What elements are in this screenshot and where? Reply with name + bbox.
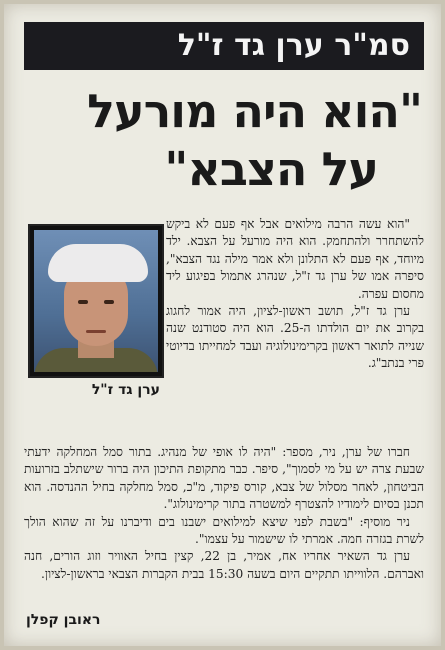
article-paragraph: ניר מוסיף: "בשבת לפני שיצא למילואים ישבנו בים ודיברנו על זה שהוא הולך לשרת בגזרה חמה. אמרתי לו שישמור על עצמו". bbox=[24, 514, 424, 547]
article-column-upper bbox=[166, 216, 424, 373]
author-byline: ראובן קפלן bbox=[26, 612, 101, 628]
article-paragraph: חברו של ערן, ניר, מספר: "היה לו אופי של מנהיג. בתור סמל המחלקה ידעתי שבעת צרה יש על מי לסמוך", סיפר. כבר מתקופת התיכון היה ברור שישתלב בזרועות הביטחון, לאחר מסלול של צבא, קורס פיקוד, מ"כ, סמל מחלקה בחיל ההנדסה. הוא תכנן בסיום לימודיו להצטרף למשטרה בתור קרימינולוג". bbox=[24, 445, 424, 512]
soldier-portrait-image bbox=[34, 230, 158, 372]
article-paragraph: "הוא עשה הרבה מילואים אבל אף פעם לא ביקש להשתחרר ולהתחמק. הוא היה מורעל על הצבא. ילד מיוחד, אף פעם לא התלונן ולא אמר מילה נגד הצבא", סיפרה אמו של ערן גד ז"ל, שנהרג אתמול בפיגוע ליד מחסום עפרה. bbox=[166, 217, 424, 301]
portrait-photo bbox=[28, 224, 164, 378]
headline bbox=[18, 82, 422, 198]
article-paragraph: ערן גד ז"ל, תושב ראשון-לציון, היה אמור לחגוג בקרוב את יום הולדתו ה-25. הוא היה סטודנט שנה שנייה לתואר ראשון בקרימינולוגיה ועבד למחייתו בדיוטי פרי בנתב"ג. bbox=[166, 304, 424, 371]
name-banner: סמ"ר ערן גד ז"ל bbox=[24, 22, 424, 70]
newspaper-page bbox=[4, 4, 441, 646]
article-paragraph: ערן גד השאיר אחריו אח, אמיר, בן 22, קצין בחיל האוויר וזוג הורים, חנה ואברהם. הלווייתו תתקיים היום בשעה 15:30 בבית הקברות הצבאי בראשון-לציון. bbox=[24, 549, 424, 581]
article-column-lower bbox=[24, 444, 424, 583]
headline-line-2: על הצבא" bbox=[164, 142, 378, 196]
headline-line-1: "הוא היה מורעל bbox=[87, 84, 422, 138]
photo-caption: ערן גד ז"ל bbox=[91, 382, 160, 398]
